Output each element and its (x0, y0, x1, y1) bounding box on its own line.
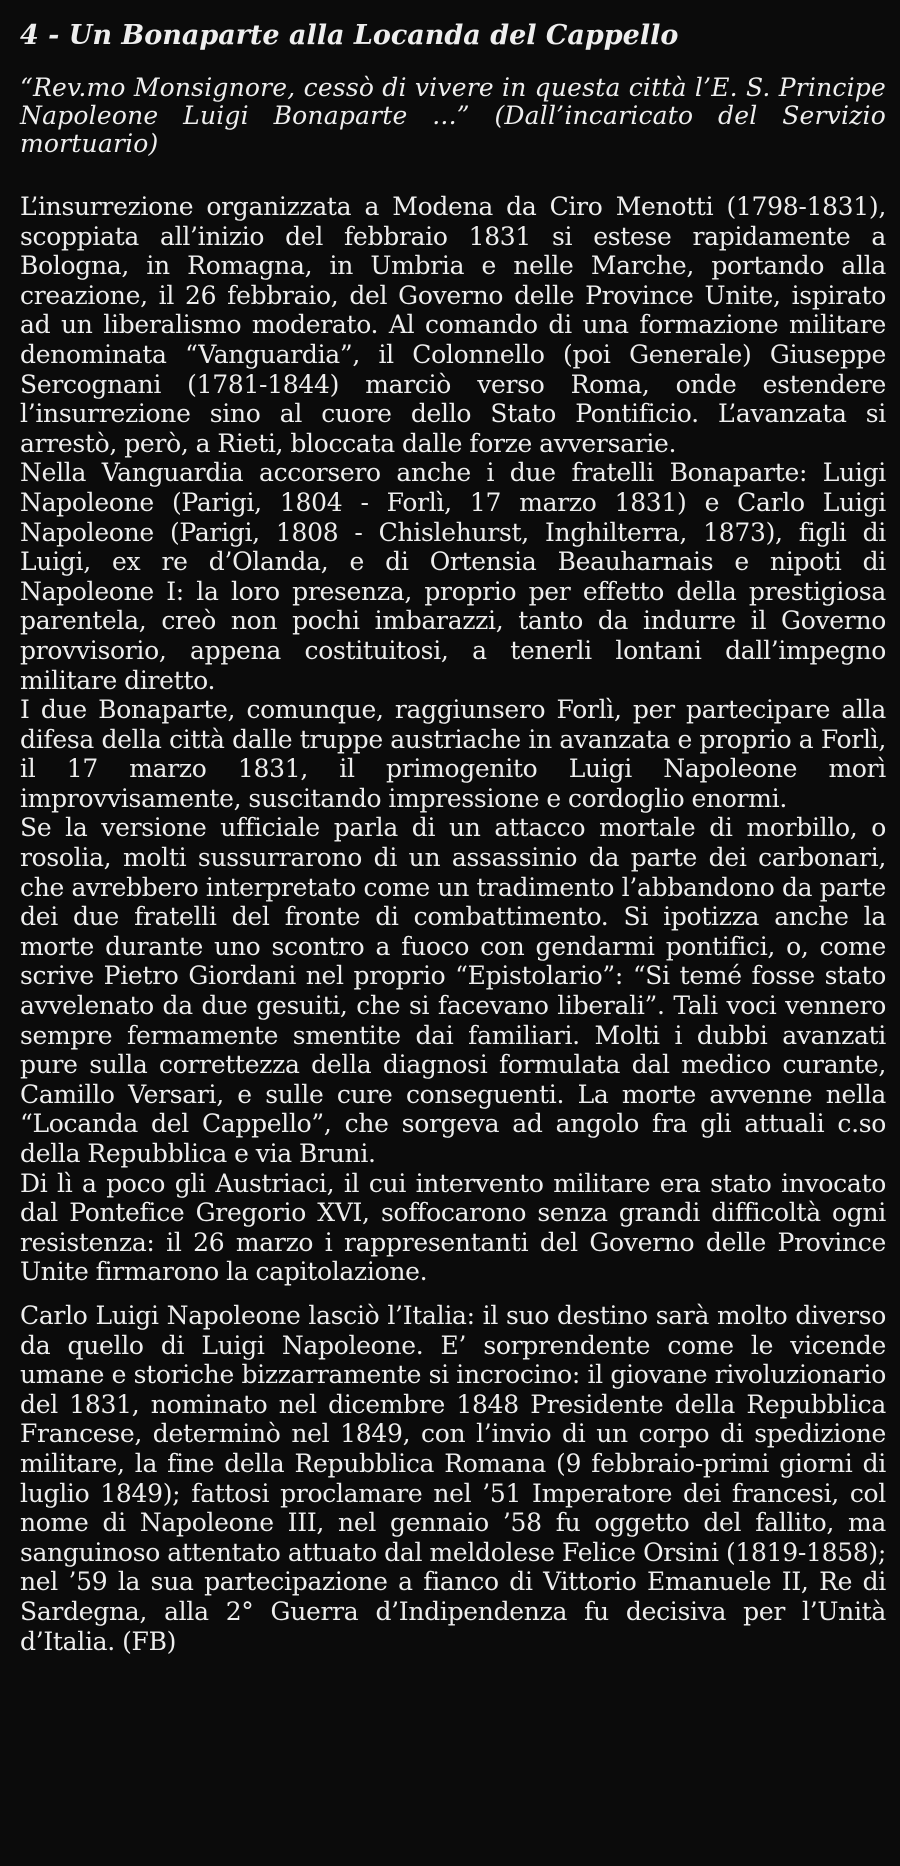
paragraph-capitulation: Di lì a poco gli Austriaci, il cui intervento militare era stato invocato dal Pontefice Gregorio XVI, soffocarono senza grandi difficoltà ogni resistenza: il 26 marzo i rappresentanti del Governo delle Province Unite firmarono la capitolazione. (20, 1168, 886, 1287)
article-heading: 4 - Un Bonaparte alla Locanda del Cappello (20, 20, 679, 51)
epigraph-quote: “Rev.mo Monsignore, cessò di vivere in questa città l’E. S. Principe Napoleone Luigi Bonaparte ...” (Dall’incaricato del Servizio mortuario) (20, 73, 886, 158)
article-body (20, 192, 886, 1656)
paragraph-bonaparte-brothers: Nella Vanguardia accorsero anche i due fratelli Bonaparte: Luigi Napoleone (Parigi, 1804 - Forlì, 17 marzo 1831) e Carlo Luigi Napoleone (Parigi, 1808 - Chislehurst, Inghilterra, 1873), figli di Luigi, ex re d’Olanda, e di Ortensia Beauharnais e nipoti di Napoleone I: la loro presenza, proprio per effetto della prestigiosa parentela, creò non pochi imbarazzi, tanto da indurre il Governo provvisorio, appena costituitosi, a tenerli lontani dall’impegno militare diretto. (20, 458, 886, 695)
article (20, 18, 886, 1656)
paragraph-death-in-forli: I due Bonaparte, comunque, raggiunsero Forlì, per partecipare alla difesa della città dalle truppe austriache in avanzata e proprio a Forlì, il 17 marzo 1831, il primogenito Luigi Napoleone morì improvvisamente, suscitando impressione e cordoglio enormi. (20, 695, 886, 813)
paragraph-napoleon-iii: Carlo Luigi Napoleone lasciò l’Italia: il suo destino sarà molto diverso da quello di Luigi Napoleone. E’ sorprendente come le vicende umane e storiche bizzarramente si incrocino: il giovane rivoluzionario del 1831, nominato nel dicembre 1848 Presidente della Repubblica Francese, determinò nel 1849, con l’invio di un corpo di spedizione militare, la fine della Repubblica Romana (9 febbraio-primi giorni di luglio 1849); fattosi proclamare nel ’51 Imperatore dei francesi, col nome di Napoleone III, nel gennaio ’58 fu oggetto del fallito, ma sanguinoso attentato attuato dal meldolese Felice Orsini (1819-1858); nel ’59 la sua partecipazione a fianco di Vittorio Emanuele II, Re di Sardegna, alla 2° Guerra d’Indipendenza fu decisiva per l’Unità d’Italia. (FB) (20, 1300, 886, 1656)
paragraph-death-hypotheses: Se la versione ufficiale parla di un attacco mortale di morbillo, o rosolia, molti sussurrarono di un assassinio da parte dei carbonari, che avrebbero interpretato come un tradimento l’abbandono da parte dei due fratelli del fronte di combattimento. Si ipotizza anche la morte durante uno scontro a fuoco con gendarmi pontifici, o, come scrive Pietro Giordani nel proprio “Epistolario”: “Si temé fosse stato avvelenato da due gesuiti, che si facevano liberali”. Tali voci vennero sempre fermamente smentite dai familiari. Molti i dubbi avanzati pure sulla correttezza della diagnosi formulata dal medico curante, Camillo Versari, e sulle cure conseguenti. La morte avvenne nella “Locanda del Cappello”, che sorgeva ad angolo fra gli attuali c.so della Repubblica e via Bruni. (20, 813, 886, 1168)
paragraph-insurrection: L’insurrezione organizzata a Modena da Ciro Menotti (1798-1831), scoppiata all’inizio del febbraio 1831 si estese rapidamente a Bologna, in Romagna, in Umbria e nelle Marche, portando alla creazione, il 26 febbraio, del Governo delle Province Unite, ispirato ad un liberalismo moderato. Al comando di una formazione militare denominata “Vanguardia”, il Colonnello (poi Generale) Giuseppe Sercognani (1781-1844) marciò verso Roma, onde estendere l’insurrezione sino al cuore dello Stato Pontificio. L’avanzata si arrestò, però, a Rieti, bloccata dalle forze avversarie. (20, 192, 886, 458)
